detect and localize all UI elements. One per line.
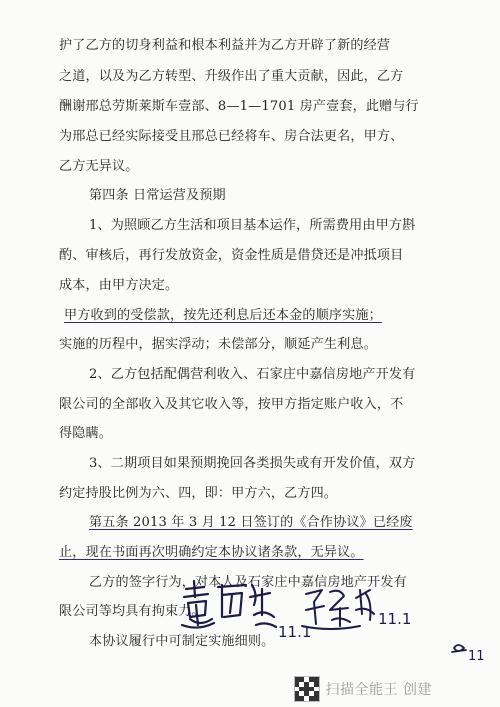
body-line: 本协议履行中可制定实施细则。 (89, 634, 275, 649)
body-line: 1、为照顾乙方生活和项目基本运作，所需费用由甲方斟 (89, 218, 416, 233)
handwritten-date-1: 11.1 (278, 623, 312, 641)
handwritten-signature-2 (300, 580, 415, 640)
qr-code-icon (294, 676, 320, 702)
body-line: 酌、审核后，再行发放资金，资金性质是借贷还是冲抵项目 (59, 248, 404, 263)
handwritten-date-2: 11.1 (378, 610, 412, 628)
article-five-heading: 第五条 2013 年 3 月 12 日签订的《合作协议》已经废 (89, 515, 413, 530)
body-line: 成本，由甲方决定。 (59, 278, 179, 293)
body-line: 2、乙方包括配偶营利收入、石家庄中嘉信房地产开发有 (89, 367, 416, 382)
body-line: 酬谢邢总劳斯莱斯车壹部、8—1—1701 房产壹套，此赠与行 (59, 99, 419, 114)
handwritten-signature-1 (178, 575, 312, 641)
scanner-watermark (294, 676, 432, 702)
body-line: 得隐瞒。 (59, 426, 112, 441)
body-line: 为邢总已经实际接受且邢总已经将车、房合法更名，甲方、 (59, 129, 404, 144)
underlined-clause: 甲方收到的受偿款，按先还利息后还本金的顺序实施； (64, 308, 382, 323)
body-line: 限公司等均具有拘束力。 (59, 604, 205, 619)
watermark-text: 扫描全能王 创建 (325, 682, 432, 698)
body-line: 乙方的签字行为，对本人及石家庄中嘉信房地产开发有 (89, 575, 407, 590)
body-line: 限公司的全部收入及其它收入等，按甲方指定账户收入，不 (59, 397, 404, 412)
body-line: 之道，以及为乙方转型、升级作出了重大贡献，因此，乙方 (59, 69, 404, 84)
body-line: 实施的历程中，据实浮动；未偿部分，顺延产生利息。 (59, 337, 377, 352)
underlined-clause: 止，现在书面再次明确约定本协议诸条款，无异议。 (59, 545, 364, 560)
handwritten-page-mark (448, 640, 488, 666)
body-line: 乙方无异议。 (59, 159, 139, 174)
body-line: 3、二期项目如果预期挽回各类损失或有开发价值，双方 (89, 456, 416, 471)
body-line: 约定持股比例为六、四，即：甲方六，乙方四。 (59, 486, 338, 501)
body-line: 护了乙方的切身利益和根本利益并为乙方开辟了新的经营 (59, 38, 391, 53)
article-four-heading: 第四条 日常运营及预期 (89, 188, 226, 203)
page-mark-number: 11 (468, 649, 485, 664)
